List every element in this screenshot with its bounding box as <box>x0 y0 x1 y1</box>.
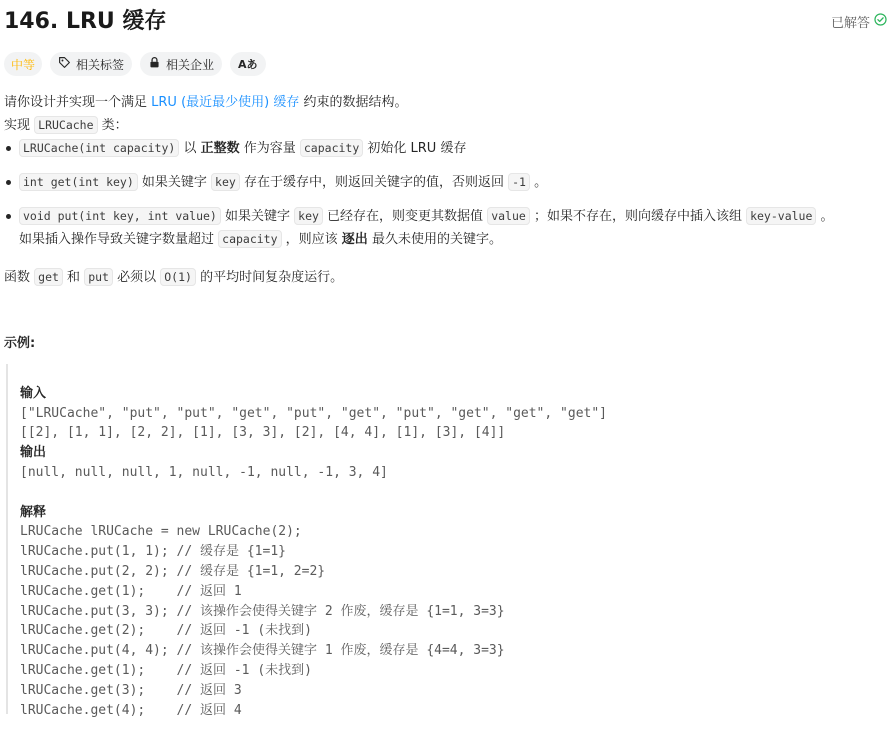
list-item <box>4 137 884 160</box>
text: 以 <box>179 141 201 156</box>
text: 存在于缓存中，则返回关键字的值，否则返回 <box>239 175 509 190</box>
text: 的平均时间复杂度运行。 <box>195 270 344 285</box>
related-tags-button[interactable] <box>50 52 132 76</box>
explain-line: lRUCache.put(3, 3); // 该操作会使得关键字 2 作废，缓存是 {1=1, 3=3} <box>20 603 505 619</box>
lru-link[interactable]: LRU (最近最少使用) 缓存 <box>151 95 300 110</box>
solved-label: 已解答 <box>830 16 870 31</box>
text: 如果插入操作导致关键字数量超过 <box>19 232 219 247</box>
impl-text-end: 类： <box>97 118 128 133</box>
related-tags-label: 相关标签 <box>76 57 125 72</box>
intro-paragraph <box>4 92 884 114</box>
text: 和 <box>62 270 85 285</box>
bold-text: 正整数 <box>200 141 240 156</box>
explain-line: lRUCache.put(2, 2); // 缓存是 {1=1, 2=2} <box>20 563 326 579</box>
problem-title: 146. LRU 缓存 <box>4 9 167 34</box>
inline-code: LRUCache <box>34 116 97 134</box>
list-item <box>4 171 884 194</box>
inline-code: key-value <box>746 207 816 225</box>
inline-code: capacity <box>218 230 281 248</box>
explain-line: LRUCache lRUCache = new LRUCache(2); <box>20 524 302 540</box>
lock-icon <box>148 56 161 72</box>
list-item <box>4 205 884 251</box>
check-circle-icon <box>874 13 887 30</box>
text: 。 <box>816 209 834 224</box>
inline-code: void put(int key, int value) <box>19 207 221 225</box>
inline-code: value <box>487 207 530 225</box>
explain-line: lRUCache.get(2); // 返回 -1 (未找到) <box>20 623 312 639</box>
explain-line: lRUCache.put(4, 4); // 该操作会使得关键字 1 作废，缓存是 {4=4, 3=3} <box>20 643 505 659</box>
spacer-line <box>20 483 889 503</box>
output-label: 输出 <box>20 445 47 461</box>
related-companies-label: 相关企业 <box>166 57 215 72</box>
text: ；如果不存在，则向缓存中插入该组 <box>529 209 747 224</box>
text: 必须以 <box>112 270 161 285</box>
inline-code: O(1) <box>160 268 196 286</box>
complexity-paragraph <box>4 266 884 289</box>
text: 如果关键字 <box>220 209 295 224</box>
bold-text: 逐出 <box>341 232 368 247</box>
explain-line: lRUCache.put(1, 1); // 缓存是 {1=1} <box>20 544 286 560</box>
tag-bar <box>4 52 266 76</box>
translate-button[interactable] <box>230 52 266 76</box>
solved-status <box>831 12 887 31</box>
method-list <box>4 137 884 251</box>
text: 函数 <box>4 270 35 285</box>
impl-paragraph <box>4 114 884 137</box>
inline-code: int get(int key) <box>19 173 138 191</box>
explain-label: 解释 <box>20 504 47 520</box>
text: 。 <box>529 175 548 190</box>
inline-code: key <box>294 207 323 225</box>
problem-description <box>4 92 884 289</box>
inline-code: capacity <box>300 139 363 157</box>
intro-text-end: 约束的数据结构。 <box>299 95 408 110</box>
example-title: 示例: <box>4 336 36 351</box>
input-label: 输入 <box>20 385 47 401</box>
inline-code: key <box>211 173 240 191</box>
tag-icon <box>58 56 71 72</box>
text: 初始化 LRU 缓存 <box>363 141 467 156</box>
output-line: [null, null, null, 1, null, -1, null, -1, 3, 4] <box>20 464 388 480</box>
text: ，则应该 <box>281 232 342 247</box>
text: 最久未使用的关键字。 <box>367 232 502 247</box>
explain-line: lRUCache.get(3); // 返回 3 <box>20 682 242 698</box>
explain-line: lRUCache.get(4); // 返回 4 <box>20 702 242 718</box>
text: 作为容量 <box>239 141 300 156</box>
explain-line: lRUCache.get(1); // 返回 1 <box>20 583 242 599</box>
example-block <box>6 364 889 718</box>
translate-icon: Aあ <box>238 58 258 71</box>
text: 如果关键字 <box>137 175 212 190</box>
intro-text: 请你设计并实现一个满足 <box>4 95 152 110</box>
impl-text: 实现 <box>4 118 35 133</box>
difficulty-badge[interactable]: 中等 <box>4 52 42 76</box>
related-companies-button[interactable] <box>140 52 222 76</box>
input-line-2: [[2], [1, 1], [2, 2], [1], [3, 3], [2], [4, 4], [1], [3], [4]] <box>20 425 506 441</box>
inline-code: get <box>34 268 63 286</box>
inline-code: put <box>84 268 113 286</box>
inline-code: -1 <box>508 173 530 191</box>
text: 已经存在，则变更其数据值 <box>322 209 488 224</box>
input-line-1: ["LRUCache", "put", "put", "get", "put", "get", "put", "get", "get", "get"] <box>20 405 607 421</box>
inline-code: LRUCache(int capacity) <box>19 139 179 157</box>
explain-line: lRUCache.get(1); // 返回 -1 (未找到) <box>20 662 312 678</box>
